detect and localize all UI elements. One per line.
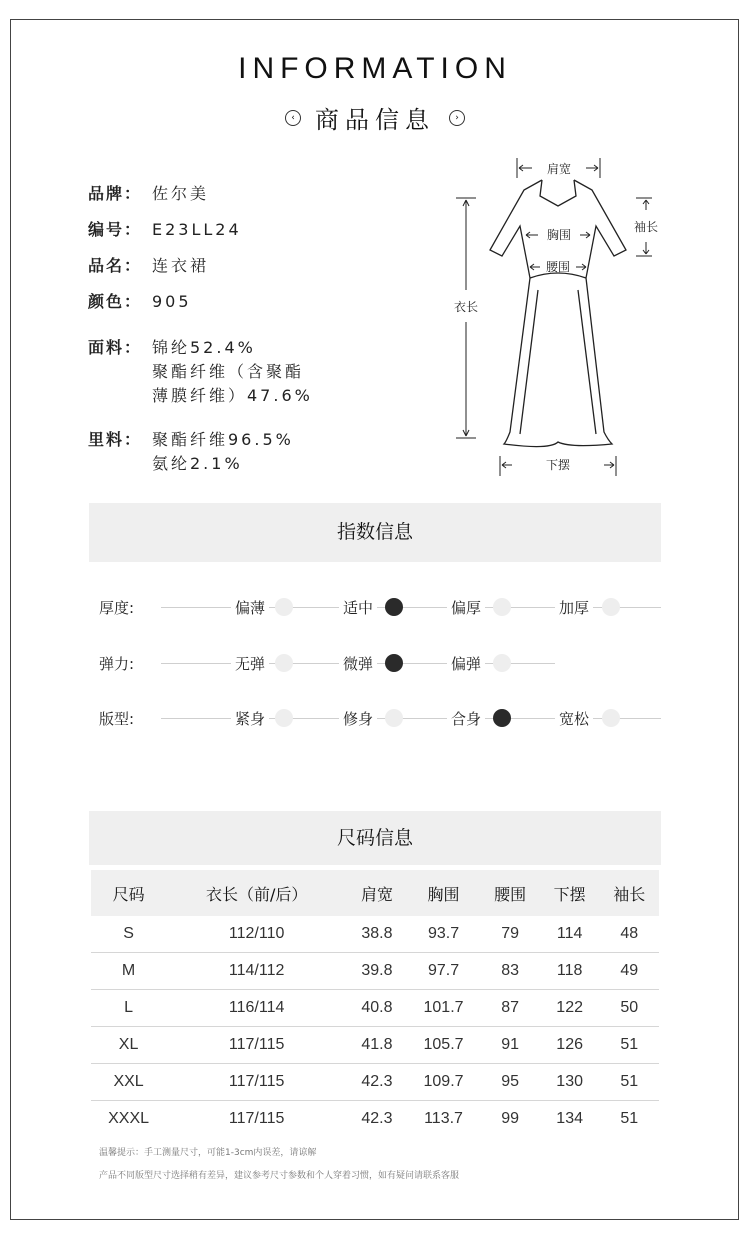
table-row <box>91 990 659 1027</box>
table-cell: 112/110 <box>166 916 347 953</box>
table-cell: 113.7 <box>424 1110 463 1127</box>
option-label: 宽松 <box>555 708 593 729</box>
fabric-label: 面料： <box>88 338 143 357</box>
lining-value <box>152 428 294 476</box>
color-row <box>88 290 192 314</box>
dress-diagram <box>440 150 670 480</box>
column-header: 腰围 <box>480 870 540 916</box>
option-label: 无弹 <box>231 653 269 674</box>
table-cell: 40.8 <box>347 990 407 1027</box>
option-label: 偏厚 <box>447 597 485 618</box>
table-row <box>91 953 659 990</box>
sleeve-label: 袖长 <box>633 220 659 234</box>
option-dot <box>385 709 403 727</box>
table-cell: XL <box>91 1027 166 1064</box>
lining-label: 里料： <box>88 430 143 449</box>
table-cell: 87 <box>480 990 540 1027</box>
name-row <box>88 254 209 278</box>
option-dot <box>493 654 511 672</box>
code-row <box>88 218 242 242</box>
size-table-header <box>91 870 659 916</box>
table-cell: 117/115 <box>228 1110 285 1127</box>
lining-row <box>88 428 294 476</box>
code-value: E23LL24 <box>152 220 242 239</box>
fit-row <box>99 706 669 730</box>
option-label: 微弹 <box>339 653 377 674</box>
name-value: 连衣裙 <box>152 256 210 275</box>
title-chinese-row <box>0 100 750 135</box>
table-cell: 118 <box>540 953 600 990</box>
fabric-line: 聚酯纤维（含聚酯 <box>152 362 305 381</box>
color-label: 颜色： <box>88 292 143 311</box>
brand-row <box>88 182 209 206</box>
option-label: 紧身 <box>231 708 269 729</box>
table-cell: 95 <box>480 1064 540 1101</box>
right-arrow-icon: › <box>449 110 465 126</box>
title-chinese: 商品信息 <box>315 106 435 134</box>
table-cell: 99 <box>501 1110 519 1127</box>
column-header: 袖长 <box>599 870 659 916</box>
name-label: 品名： <box>88 256 143 275</box>
table-row <box>91 1101 659 1138</box>
brand-value: 佐尔美 <box>152 184 210 203</box>
fit-label: 版型: <box>99 710 135 728</box>
index-section-title: 指数信息 <box>89 503 661 562</box>
table-cell: 51 <box>620 1110 639 1127</box>
option-dot <box>602 598 620 616</box>
table-cell: L <box>91 990 166 1027</box>
option-label: 偏弹 <box>447 653 485 674</box>
table-row <box>91 916 659 953</box>
brand-label: 品牌： <box>88 184 143 203</box>
fabric-line: 薄膜纤维）47.6% <box>152 386 313 405</box>
table-cell: 79 <box>480 916 540 953</box>
table-cell: 93.7 <box>407 916 481 953</box>
size-section-title: 尺码信息 <box>89 811 661 865</box>
option-dot <box>275 709 293 727</box>
table-cell: 41.8 <box>347 1027 407 1064</box>
fabric-value <box>152 336 313 408</box>
option-dot-selected <box>385 654 403 672</box>
note-line: 产品不同版型尺寸选择稍有差异，建议参考尺寸参数和个人穿着习惯，如有疑问请联系客服 <box>99 1171 460 1181</box>
lining-line: 氨纶2.1% <box>152 454 243 473</box>
table-cell: 51 <box>599 1027 659 1064</box>
option-dot <box>275 598 293 616</box>
table-cell: 126 <box>540 1027 600 1064</box>
table-cell: 51 <box>599 1064 659 1101</box>
table-cell: 97.7 <box>407 953 481 990</box>
table-cell: 116/114 <box>166 990 347 1027</box>
table-cell: M <box>91 953 166 990</box>
table-cell: 48 <box>599 916 659 953</box>
table-cell: 134 <box>556 1110 583 1127</box>
table-cell: XXXL <box>108 1110 150 1127</box>
elasticity-label: 弹力: <box>99 655 135 673</box>
table-cell: 109.7 <box>407 1064 481 1101</box>
table-cell: 122 <box>540 990 600 1027</box>
waist-label: 腰围 <box>545 260 571 274</box>
lining-line: 聚酯纤维96.5% <box>152 430 294 449</box>
option-dot <box>602 709 620 727</box>
table-cell: XXL <box>91 1064 166 1101</box>
table-row <box>91 1027 659 1064</box>
note-line: 温馨提示：手工测量尺寸，可能1-3cm内误差，请谅解 <box>99 1148 317 1158</box>
table-cell: 114/112 <box>166 953 347 990</box>
table-cell: 49 <box>599 953 659 990</box>
table-cell: 114 <box>540 916 600 953</box>
table-row <box>91 1064 659 1101</box>
option-dot-selected <box>493 709 511 727</box>
table-cell: 39.8 <box>347 953 407 990</box>
option-dot <box>493 598 511 616</box>
option-dot <box>275 654 293 672</box>
option-label: 偏薄 <box>231 597 269 618</box>
elasticity-row <box>99 651 669 675</box>
shoulder-label: 肩宽 <box>546 162 572 176</box>
table-cell: 91 <box>480 1027 540 1064</box>
table-cell: 105.7 <box>407 1027 481 1064</box>
column-header: 肩宽 <box>347 870 407 916</box>
table-cell: 101.7 <box>407 990 481 1027</box>
table-cell: 42.3 <box>347 1064 407 1101</box>
table-cell: 117/115 <box>166 1027 347 1064</box>
option-dot-selected <box>385 598 403 616</box>
thickness-row <box>99 595 669 619</box>
fabric-row <box>88 336 313 408</box>
table-cell: 42.3 <box>361 1110 393 1127</box>
option-label: 适中 <box>339 597 377 618</box>
option-label: 修身 <box>339 708 377 729</box>
length-label: 衣长 <box>453 300 479 314</box>
color-value: 905 <box>152 292 192 311</box>
size-table <box>91 870 659 1137</box>
option-label: 加厚 <box>555 597 593 618</box>
code-label: 编号： <box>88 220 143 239</box>
title-english: INFORMATION <box>238 52 512 85</box>
table-cell: 83 <box>480 953 540 990</box>
option-label: 合身 <box>447 708 485 729</box>
table-cell: 130 <box>540 1064 600 1101</box>
column-header: 下摆 <box>540 870 600 916</box>
table-cell: 117/115 <box>166 1064 347 1101</box>
left-arrow-icon: ‹ <box>285 110 301 126</box>
column-header: 胸围 <box>407 870 481 916</box>
column-header: 衣长（前/后） <box>166 870 347 916</box>
table-cell: 38.8 <box>347 916 407 953</box>
thickness-label: 厚度: <box>99 599 135 617</box>
table-cell: S <box>91 916 166 953</box>
hem-label: 下摆 <box>545 458 571 472</box>
column-header: 尺码 <box>91 870 166 916</box>
chest-label: 胸围 <box>546 228 572 242</box>
fabric-line: 锦纶52.4% <box>152 338 256 357</box>
table-cell: 50 <box>599 990 659 1027</box>
